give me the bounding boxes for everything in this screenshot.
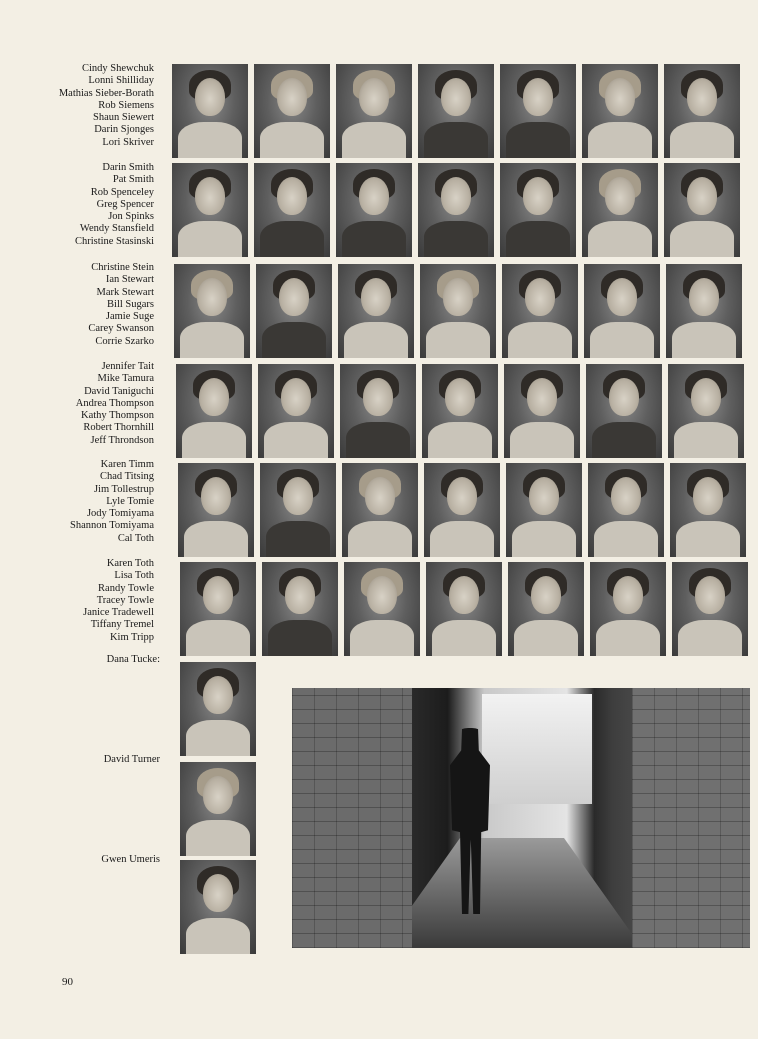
student-name: Dana Tucke: (106, 654, 160, 665)
student-portrait (668, 364, 744, 458)
student-portrait (584, 264, 660, 358)
student-name: Carey Swanson (88, 323, 154, 335)
student-name: Lonni Shilliday (88, 75, 154, 87)
student-name: Janice Tradewell (83, 607, 154, 619)
student-portrait (172, 64, 248, 158)
name-list-row-1 (0, 63, 154, 149)
student-name: Cal Toth (117, 532, 154, 544)
student-name: Jon Spinks (108, 211, 154, 223)
student-portrait (500, 163, 576, 257)
student-name: Christine Stasinski (74, 235, 154, 247)
student-name: Chad Titsing (100, 471, 154, 483)
student-name: Kim Tripp (109, 631, 154, 643)
student-name: Pat Smith (112, 174, 154, 186)
student-portrait (504, 364, 580, 458)
student-name: Jamie Suge (105, 311, 154, 323)
student-portrait (672, 562, 748, 656)
student-portrait (586, 364, 662, 458)
student-portrait (582, 64, 658, 158)
student-portrait (258, 364, 334, 458)
student-name: Greg Spencer (96, 198, 154, 210)
student-portrait (588, 463, 664, 557)
page-number: 90 (62, 976, 73, 988)
student-name: Andrea Thompson (75, 397, 154, 409)
student-portrait (260, 463, 336, 557)
student-portrait (180, 860, 256, 954)
student-name: Gwen Umeris (101, 854, 160, 865)
student-portrait (254, 163, 330, 257)
student-name: David Turner (103, 754, 160, 765)
name-list-row-2 (0, 162, 154, 248)
student-portrait (506, 463, 582, 557)
student-name: Robert Thornhill (83, 422, 154, 434)
name-list-row-5 (0, 459, 154, 545)
student-name: Christine Stein (91, 262, 154, 273)
student-portrait (664, 64, 740, 158)
student-portrait (256, 264, 332, 358)
name-list-row-6 (0, 558, 154, 644)
student-name: Mark Stewart (96, 286, 154, 298)
student-name: Shaun Siewert (93, 112, 154, 124)
hallway-photo (292, 688, 750, 948)
student-name: Jim Tollestrup (93, 483, 154, 495)
student-name: Tracey Towle (96, 594, 154, 606)
student-portrait (174, 264, 250, 358)
student-name: David Taniguchi (84, 385, 154, 397)
student-name: Rob Spenceley (90, 186, 154, 198)
student-portrait (180, 662, 256, 756)
student-name: Tiffany Tremel (90, 619, 154, 631)
student-name: Shannon Tomiyama (70, 520, 154, 532)
student-portrait (336, 163, 412, 257)
student-portrait (500, 64, 576, 158)
name-list-row-4 (0, 361, 154, 447)
student-portrait (336, 64, 412, 158)
student-name: Ian Stewart (105, 274, 154, 286)
student-portrait (664, 163, 740, 257)
student-name: Lori Skriver (102, 136, 154, 148)
student-name: Karen Timm (100, 459, 154, 470)
student-name: Randy Towle (98, 582, 154, 594)
student-name: Lyle Tomie (106, 495, 154, 507)
student-name: Darin Smith (102, 162, 154, 173)
student-portrait (582, 163, 658, 257)
student-name: Cindy Shewchuk (81, 63, 154, 74)
student-portrait (344, 562, 420, 656)
student-portrait (424, 463, 500, 557)
hallway-wall-right (632, 688, 750, 948)
student-portrait (176, 364, 252, 458)
student-portrait (420, 264, 496, 358)
student-portrait (338, 264, 414, 358)
student-portrait (340, 364, 416, 458)
student-portrait (590, 562, 666, 656)
student-portrait (418, 163, 494, 257)
student-name: Mathias Sieber-Borath (58, 87, 154, 99)
student-name: Wendy Stansfield (79, 223, 154, 235)
student-name: Jennifer Tait (101, 361, 154, 372)
student-portrait (418, 64, 494, 158)
student-name: Jody Tomiyama (86, 508, 154, 520)
student-portrait (666, 264, 742, 358)
student-portrait (254, 64, 330, 158)
student-portrait (422, 364, 498, 458)
student-portrait (178, 463, 254, 557)
student-name: Jeff Throndson (90, 434, 154, 446)
student-name: Darin Sjonges (94, 124, 154, 136)
student-name: Kathy Thompson (80, 410, 154, 422)
hallway-wall-left (292, 688, 412, 948)
student-portrait (670, 463, 746, 557)
student-name: Bill Sugars (107, 298, 154, 310)
student-portrait (426, 562, 502, 656)
student-name: Lisa Toth (114, 570, 154, 582)
student-name: Corrie Szarko (95, 335, 154, 347)
name-list-row-3 (0, 262, 154, 348)
hallway-window (482, 694, 592, 804)
student-name: Karen Toth (106, 558, 154, 569)
student-portrait (172, 163, 248, 257)
student-portrait (508, 562, 584, 656)
student-portrait (502, 264, 578, 358)
student-portrait (262, 562, 338, 656)
student-portrait (180, 762, 256, 856)
student-portrait (180, 562, 256, 656)
hallway-floor (382, 838, 642, 948)
student-portrait (342, 463, 418, 557)
student-name: Mike Tamura (97, 373, 154, 385)
student-name: Rob Siemens (98, 99, 154, 111)
